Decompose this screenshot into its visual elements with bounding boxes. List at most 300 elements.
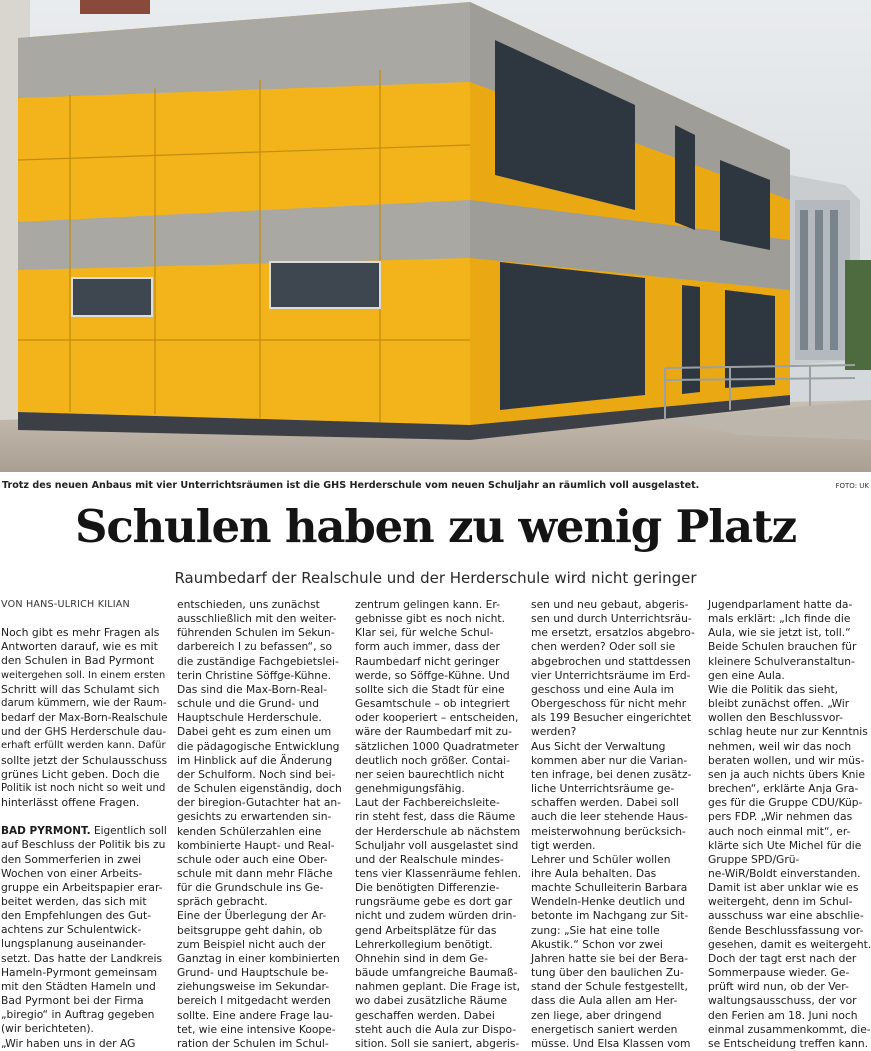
article-byline: VON HANS-ULRICH KILIAN (1, 599, 130, 610)
text-line (1, 881, 168, 895)
text-line (531, 697, 699, 711)
text-line-content: Akustik.“ Schon vor zwei (531, 937, 663, 951)
text-line (355, 598, 523, 612)
text-line-content: auch noch einmal mit“, er- (708, 824, 851, 838)
text-line-content: Sommerpause wieder. Ge- (708, 966, 850, 980)
text-line (531, 612, 699, 626)
text-line (708, 867, 871, 881)
text-line (355, 853, 523, 867)
photo-credit: FOTO: UK (835, 482, 869, 490)
text-line (708, 711, 871, 725)
text-line-content: „biregio“ in Auftrag gegeben (1, 1008, 155, 1022)
text-line (355, 626, 523, 640)
text-line (531, 711, 699, 725)
text-line-content: ne-WiR/Boldt einverstanden. (708, 866, 861, 880)
text-line-content: Grund- und Hauptschule be- (177, 966, 329, 980)
text-line-content: dass die Aula allen am Her- (531, 994, 678, 1008)
text-line-content: deutlich noch größer. Contai- (355, 753, 511, 767)
text-line-content: genehmigungsfähig. (355, 782, 465, 796)
text-line-content: erhaft erfüllt werden kann. Dafür (1, 740, 166, 752)
text-line (1, 697, 168, 711)
text-line (708, 881, 871, 895)
text-line-content: Aus Sicht der Verwaltung (531, 739, 666, 753)
text-line-content: Antworten darauf, wie es mit (1, 640, 158, 654)
text-line (531, 598, 699, 612)
text-line (708, 740, 871, 754)
text-line (1, 980, 168, 994)
text-line (531, 669, 699, 683)
text-line-content: zentrum gelingen kann. Er- (355, 598, 500, 611)
text-line (1, 739, 168, 753)
text-line-content: tet, wie eine intensive Koope- (177, 1022, 336, 1036)
text-line-content: schlag heute nur zur Kenntnis (708, 725, 868, 739)
text-line-content: werde, so Söffge-Kühne. Und (355, 668, 510, 682)
text-line (1, 711, 168, 725)
text-line (531, 1023, 699, 1037)
text-line (177, 655, 345, 669)
text-line (355, 655, 523, 669)
text-line (708, 1037, 871, 1051)
text-line-content: ziehungsweise im Sekundar- (177, 980, 330, 994)
text-line (177, 683, 345, 697)
text-line (708, 909, 871, 923)
text-line-content: klärte sich Ute Michel für die (708, 838, 862, 852)
text-line (177, 938, 345, 952)
article-column-4 (531, 598, 699, 1051)
text-line (355, 1023, 523, 1037)
text-line (1, 768, 168, 782)
text-line (355, 796, 523, 810)
text-line-content: Schritt will das Schulamt sich (1, 682, 160, 696)
text-line (708, 952, 871, 966)
text-line (531, 655, 699, 669)
text-line (531, 825, 699, 839)
text-line (708, 768, 871, 782)
text-line (177, 867, 345, 881)
text-line (1, 909, 168, 923)
text-line-content: als 199 Besucher eingerichtet (531, 711, 692, 725)
text-line-content: Politik ist noch nicht so weit und (1, 782, 166, 794)
text-line (177, 626, 345, 640)
text-line-content: Beide Schulen brauchen für (708, 640, 857, 654)
text-line (355, 994, 523, 1008)
text-line (708, 839, 871, 853)
text-line-content: bedarf der Max-Born-Realschule (1, 712, 168, 725)
text-line (531, 924, 699, 938)
text-line-content: gebnisse gibt es noch nicht. (355, 612, 506, 626)
text-line-content: Lehrerkollegium benötigt. (355, 937, 493, 951)
text-line (177, 612, 345, 626)
text-line (177, 853, 345, 867)
text-line-content: Lehrer und Schüler wollen (531, 852, 671, 866)
text-line (355, 1037, 523, 1051)
text-line (355, 810, 523, 824)
text-line-content: ihre Aula behalten. Das (531, 866, 657, 880)
text-line (355, 966, 523, 980)
text-line-content: ten infrage, bei denen zusätz- (531, 767, 692, 781)
text-line-content: ausschließlich mit den weiter- (177, 612, 337, 626)
text-line-content: sollte sich die Stadt für eine (355, 682, 505, 696)
text-line (708, 697, 871, 711)
text-line-content: der Herderschule ab nächstem (355, 824, 521, 838)
text-line-content: die zuständige Fachgebietslei- (177, 654, 339, 668)
text-line (355, 952, 523, 966)
text-line-content: hinterlässt offene Fragen. (1, 796, 140, 810)
text-line-content: Obergeschoss für nicht mehr (531, 697, 687, 711)
text-line-content: vier Unterrichtsräume im Erd- (531, 668, 691, 682)
text-line (1, 923, 168, 937)
text-line-content: nahmen geplant. Die Frage ist, (355, 980, 521, 994)
text-line (1, 1008, 168, 1022)
text-line-content: gen eine Aula. (708, 668, 785, 682)
text-line-content: ner seien baurechtlich nicht (355, 767, 505, 781)
text-line-content: müsse. Und Elsa Klassen vom (531, 1036, 691, 1050)
text-line-content: steht auch die Aula zur Dispo- (355, 1022, 517, 1036)
text-line (708, 1023, 871, 1037)
text-line (355, 895, 523, 909)
article-body-col1 (1, 824, 168, 1051)
text-line (1, 782, 168, 796)
text-line-content: wollen den Beschlussvor- (708, 711, 843, 725)
text-line (531, 867, 699, 881)
text-line-content: machte Schulleiterin Barbara (531, 881, 688, 895)
text-line-content: Laut der Fachbereichsleite- (355, 796, 500, 810)
text-line (177, 697, 345, 711)
article-column-5 (708, 598, 871, 1051)
text-line-content: weitergehen soll. In einem ersten (1, 669, 166, 681)
text-line (355, 1009, 523, 1023)
text-line (177, 768, 345, 782)
text-line (708, 796, 871, 810)
text-line-content: gend Arbeitsplätze für das (355, 923, 497, 937)
text-line-content: sen und durch Unterrichtsräu- (531, 612, 692, 626)
text-line (177, 952, 345, 966)
text-line-content: Das sind die Max-Born-Real- (177, 682, 328, 696)
text-line-content: darum kümmern, wie der Raum- (1, 697, 167, 709)
text-line (708, 782, 871, 796)
text-line (708, 598, 871, 612)
text-line (1, 867, 168, 881)
text-line (355, 909, 523, 923)
text-line-content: Hameln-Pyrmont gemeinsam (1, 965, 158, 979)
text-line (1, 640, 168, 654)
text-line (177, 825, 345, 839)
text-line-content: de Schulen eigenständig, doch (177, 782, 342, 796)
text-line-content: Bad Pyrmont bei der Firma (1, 994, 144, 1008)
text-line-content: oder kooperiert – entscheiden, (355, 711, 519, 725)
text-line-content: die pädagogische Entwicklung (177, 739, 340, 753)
text-line-content: den Sommerferien in zwei (1, 852, 142, 866)
text-line (531, 754, 699, 768)
text-line-content: mals erklärt: „Ich finde die (708, 612, 851, 626)
text-line (708, 966, 871, 980)
text-line (177, 725, 345, 739)
text-line-content: sätzlichen 1000 Quadratmeter (355, 739, 519, 753)
text-line-content: der biregion-Gutachter hat an- (177, 796, 342, 810)
text-line-content: auf Beschluss der Politik bis zu (1, 838, 166, 852)
text-line (177, 740, 345, 754)
text-line-content: liche Unterrichtsräume ge- (531, 782, 675, 796)
text-line (1, 683, 168, 697)
text-line (1, 838, 168, 852)
text-line-content: geschoss und eine Aula im (531, 682, 675, 696)
text-line (531, 810, 699, 824)
text-line (177, 909, 345, 923)
text-line (1, 937, 168, 951)
text-line-content: Ohnehin sind in dem Ge- (355, 951, 488, 965)
text-line-content: Gesamtschule – ob integriert (355, 697, 510, 711)
text-line (531, 683, 699, 697)
text-line (531, 980, 699, 994)
text-line-content: form auch immer, dass der (355, 640, 500, 654)
text-line-content: für die Grundschule ins Ge- (177, 881, 324, 895)
text-line (708, 853, 871, 867)
text-line-content: Wie die Politik das sieht, (708, 682, 839, 696)
text-line (355, 697, 523, 711)
text-line (177, 895, 345, 909)
text-line (177, 782, 345, 796)
text-line-content: prüft wird nun, ob der Ver- (708, 980, 849, 994)
text-line (355, 924, 523, 938)
text-line-content: Gruppe SPD/Grü- (708, 852, 800, 866)
text-line-content: zen liege, aber dringend (531, 1008, 662, 1022)
text-line-content: Raumbedarf nicht geringer (355, 654, 500, 668)
text-line (177, 598, 345, 612)
text-line (177, 980, 345, 994)
text-line (177, 839, 345, 853)
text-line (531, 909, 699, 923)
text-line (708, 612, 871, 626)
text-line-content: chen werden? Oder soll sie (531, 640, 676, 654)
photo-caption-bar (0, 478, 871, 494)
text-line-content: gesichts zu erwartenden sin- (177, 810, 332, 824)
text-line (355, 839, 523, 853)
school-building-illustration (0, 0, 871, 472)
text-line (1, 952, 168, 966)
text-line (355, 740, 523, 754)
text-line (531, 796, 699, 810)
article-column-3 (355, 598, 523, 1051)
article-headline: Schulen haben zu wenig Platz (75, 500, 796, 553)
text-line (355, 980, 523, 994)
text-line (355, 711, 523, 725)
text-line-content: kenden Schülerzahlen eine (177, 824, 322, 838)
text-line-content: bereich I mitgedacht werden (177, 994, 331, 1008)
text-line-content: Die benötigten Differenzie- (355, 881, 500, 895)
text-line-content: ges für die Gruppe CDU/Küp- (708, 796, 863, 810)
text-line-content: Jugendparlament hatte da- (708, 598, 853, 611)
text-line-content: Doch der tagt erst nach der (708, 951, 857, 965)
text-line (1, 754, 168, 768)
text-line (177, 881, 345, 895)
text-line (355, 754, 523, 768)
text-line-content: abgebrochen und stattdessen (531, 654, 691, 668)
text-line-content: kommen aber nur die Varian- (531, 753, 688, 767)
text-line (708, 626, 871, 640)
text-line (708, 994, 871, 1008)
text-line (177, 1037, 345, 1051)
text-line-content: wäre der Raumbedarf mit zu- (355, 725, 512, 739)
article-dateline: BAD PYRMONT. (1, 825, 91, 838)
text-line (531, 994, 699, 1008)
text-line-content: Dabei geht es zum einen um (177, 725, 332, 739)
text-line-content: rungsräume gebe es dort gar (355, 895, 513, 909)
text-line (531, 740, 699, 754)
text-line (355, 881, 523, 895)
text-line (355, 725, 523, 739)
text-line (708, 938, 871, 952)
text-line-content: Damit ist aber unklar wie es (708, 881, 859, 895)
text-line (1, 796, 168, 810)
text-line (708, 640, 871, 654)
text-line-content: den Empfehlungen des Gut- (1, 909, 152, 923)
text-line-content: kleinere Schulveranstaltun- (708, 654, 855, 668)
text-line (531, 881, 699, 895)
text-line (531, 938, 699, 952)
text-line-content: energetisch saniert werden (531, 1022, 678, 1036)
text-line (355, 825, 523, 839)
text-line (708, 825, 871, 839)
text-line-content: einmal zusammenkommt, die- (708, 1022, 871, 1036)
text-line-content: se Entscheidung treffen kann. (708, 1036, 869, 1050)
text-line-content: Aula, wie sie jetzt ist, toll.“ (708, 626, 851, 640)
text-line (355, 683, 523, 697)
text-line-content: im Hinblick auf die Änderung (177, 753, 333, 767)
text-line (355, 782, 523, 796)
text-line-content: bäude umfangreiche Baumaß- (355, 966, 518, 980)
text-line (708, 725, 871, 739)
text-line-content: mit den Städten Hameln und (1, 979, 156, 993)
text-line (531, 853, 699, 867)
text-line (1, 626, 168, 640)
text-line-content: betonte im Nachgang zur Sit- (531, 909, 689, 923)
text-line-content: Ganztag in einer kombinierten (177, 951, 340, 965)
text-line-content: setzt. Das hatte der Landkreis (1, 951, 163, 965)
text-line-content: Noch gibt es mehr Fragen als (1, 626, 160, 640)
text-line (531, 640, 699, 654)
text-line-content: kombinierte Haupt- und Real- (177, 838, 335, 852)
text-line-content: schule mit dann mehr Fläche (177, 866, 333, 880)
text-line-content: stand der Schule festgestellt, (531, 980, 688, 994)
text-line (1, 1022, 168, 1036)
text-line (1, 895, 168, 909)
text-line-content: tung über den baulichen Zu- (531, 966, 684, 980)
article-intro (1, 626, 168, 810)
text-line (177, 924, 345, 938)
text-line (177, 669, 345, 683)
text-line-content: ßende Beschlussfassung vor- (708, 923, 864, 937)
text-line-content: gesehen, damit es weitergeht. (708, 937, 871, 951)
text-line (1, 725, 168, 739)
text-line-content: wo dabei zusätzliche Räume (355, 994, 508, 1008)
text-line-content: führenden Schulen im Sekun- (177, 626, 335, 640)
text-line-content: sen ja auch nichts übers Knie (708, 767, 865, 781)
text-line-content: schule und die Grund- und (177, 697, 319, 711)
text-line-content: sition. Soll sie saniert, abgeris- (355, 1036, 520, 1050)
text-line-content: me ersetzt, ersatzlos abgebro- (531, 626, 695, 640)
text-line-content: geschaffen werden. Dabei (355, 1008, 495, 1022)
text-line (531, 966, 699, 980)
text-line (1, 853, 168, 867)
text-line-content: ration der Schulen im Schul- (177, 1036, 329, 1050)
text-line-content: tens vier Klassenräume fehlen. (355, 866, 522, 880)
text-line-content: terin Christine Söffge-Kühne. (177, 668, 332, 682)
text-line (531, 952, 699, 966)
text-line (355, 640, 523, 654)
text-line (177, 966, 345, 980)
text-line-content: beraten wollen, und wir müs- (708, 753, 865, 767)
text-line-content: nicht und zudem würden drin- (355, 909, 517, 923)
text-line-content: beitet werden, das sich mit (1, 894, 147, 908)
photo-caption: Trotz des neuen Anbaus mit vier Unterrichtsräumen ist die GHS Herderschule vom neuen Schuljahr an räumlich voll ausgelastet. (2, 480, 700, 491)
text-line-content: werden? (531, 725, 577, 739)
text-line (1, 669, 168, 683)
text-line (1, 994, 168, 1008)
text-line-content: brechen“, erklärte Anja Gra- (708, 782, 859, 796)
text-line (177, 796, 345, 810)
text-line-content: sollte. Eine andere Frage lau- (177, 1008, 334, 1022)
text-line-content: Schuljahr voll ausgelastet sind (355, 838, 519, 852)
text-line-content: Eine der Überlegung der Ar- (177, 909, 327, 923)
text-line-content: spräch gebracht. (177, 895, 268, 909)
text-line-content: meisterwohnung berücksich- (531, 824, 686, 838)
text-line (708, 924, 871, 938)
text-line-content: tigt werden. (531, 838, 596, 852)
article-column-2 (177, 598, 345, 1051)
text-line-content: waltungsausschuss, der vor (708, 994, 857, 1008)
text-line (177, 711, 345, 725)
text-line-content: grünes Licht geben. Doch die (1, 767, 160, 781)
text-line-content: beitsgruppe geht dahin, ob (177, 923, 323, 937)
text-line (1, 824, 168, 838)
text-line (355, 768, 523, 782)
text-line-content: „Wir haben uns in der AG (1, 1036, 136, 1050)
text-line (708, 655, 871, 669)
text-line (355, 867, 523, 881)
text-line (177, 1009, 345, 1023)
text-line (708, 895, 871, 909)
text-line-content: rin steht fest, dass die Räume (355, 810, 516, 824)
text-line-content: Jahren hatte sie bei der Bera- (531, 951, 689, 965)
text-line-content: lungsplanung auseinander- (1, 937, 147, 951)
text-line-content: Wendeln-Henke deutlich und (531, 895, 686, 909)
text-line (177, 640, 345, 654)
text-line (177, 1023, 345, 1037)
text-line-content: Hauptschule Herderschule. (177, 711, 322, 725)
text-line (355, 612, 523, 626)
text-line-content: achtens zur Schulentwick- (1, 923, 142, 937)
article-column-1 (1, 598, 168, 1051)
school-photo (0, 0, 871, 472)
text-line (1, 654, 168, 668)
text-line-content: entschieden, uns zunächst (177, 598, 320, 611)
text-line (708, 1009, 871, 1023)
text-line-content: schule oder auch eine Ober- (177, 852, 328, 866)
text-line-content: und der Realschule mindes- (355, 852, 504, 866)
text-line (708, 754, 871, 768)
text-line-content: nehmen, weil wir das noch (708, 739, 852, 753)
text-line-content: und der GHS Herderschule dau- (1, 726, 167, 739)
text-line-content: auch die leer stehende Haus- (531, 810, 689, 824)
text-line (531, 782, 699, 796)
text-line (708, 810, 871, 824)
text-line-content: Klar sei, für welche Schul- (355, 626, 494, 640)
text-line-content: weitergeht, denn im Schul- (708, 895, 853, 909)
text-line-content: bleibt zunächst offen. „Wir (708, 697, 850, 711)
text-line (531, 626, 699, 640)
text-line-content: schaffen werden. Dabei soll (531, 796, 679, 810)
text-line-content: pers FDP. „Wir nehmen das (708, 810, 853, 824)
